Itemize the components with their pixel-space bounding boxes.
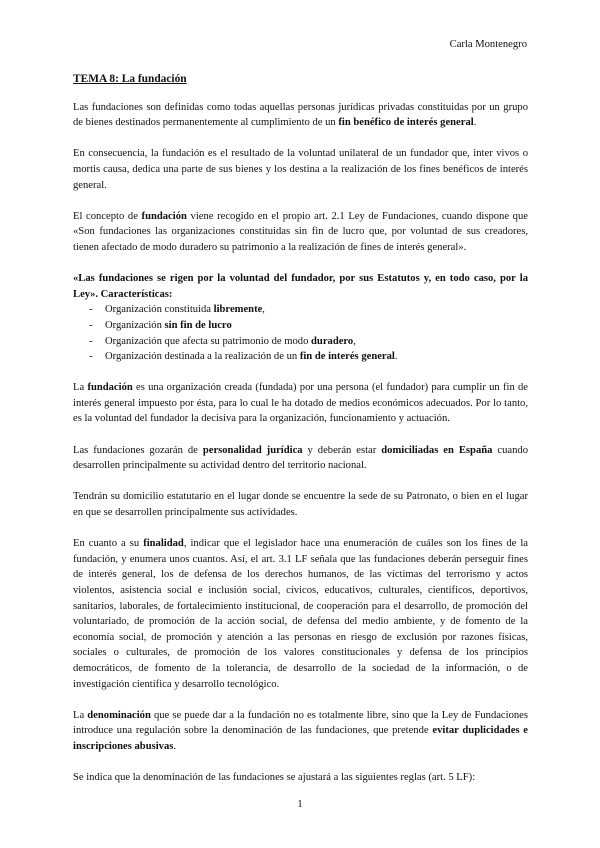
paragraph-domicile: Tendrán su domicilio estatutario en el lugar donde se encuentre la sede de su Patronato, o bien en el lugar en que se desarrollen principalmente sus actividades. [73, 491, 528, 519]
characteristics-heading: «Las fundaciones se rigen por la voluntad del fundador, por sus Estatutos y, en todo caso, por la Ley». Características: [73, 273, 528, 300]
list-item: - Organización que afecta su patrimonio de modo duradero, [89, 335, 356, 347]
list-item: - Organización sin fin de lucro [89, 319, 232, 331]
paragraph-legal-personality: Las fundaciones gozarán de personalidad jurídica y deberán estar domiciliadas en España cuando desarrollen principalmente su actividad dentro del territorio nacional. [73, 444, 528, 472]
characteristics-list [73, 302, 528, 364]
paragraph-concept: El concepto de fundación viene recogido en el propio art. 2.1 Ley de Fundaciones, cuando dispone que «Son fundaciones las organizaciones constituidas sin fin de lucro que, por voluntad de sus creadores, tienen afectado de modo duradero su patrimonio a la realización de fines de interés general». [73, 210, 528, 253]
list-item: - Organización destinada a la realización de un fin de interés general. [89, 351, 398, 363]
paragraph-rules: Se indica que la denominación de las fundaciones se ajustará a las siguientes reglas (art. 5 LF): [73, 772, 476, 784]
page-number: 1 [297, 798, 303, 810]
paragraph-denomination: La denominación que se puede dar a la fundación no es totalmente libre, sino que la Ley de Fundaciones introduce una regulación sobre la denominación de las fundaciones, que pretende evitar duplicidades e inscripciones abusivas. [73, 709, 529, 752]
header-author: Carla Montenegro [449, 39, 527, 50]
paragraph-purpose: En cuanto a su finalidad, indicar que el legislador hace una enumeración de cuáles son los fines de la fundación, y enumera unos cuantos. Así, el art. 3.1 LF señala que las fundaciones deberán perseguir fines de interés general, los de defensa de los derechos humanos, de las víctimas del terrorismo y actos violentos, asistencia social e inclusión social, cívicos, educativos, culturales, científicos, deportivos, sanitarios, laborales, de fortalecimiento institucional, de cooperación para el desarrollo, de promoción del voluntariado, de promoción de la acción social, de defensa del medio ambiente, y de fomento de la economía social, de promoción y atención a las personas en riesgo de exclusión por razones físicas, sociales o culturales, de promoción de los valores constitucionales y defensa de los principios democráticos, de fomento de la tolerancia, de desarrollo de la sociedad de la información, o de investigación científica y desarrollo tecnológico. [73, 538, 528, 690]
paragraph-consequence: En consecuencia, la fundación es el resultado de la voluntad unilateral de un fundador que, inter vivos o mortis causa, dedica una parte de sus bienes y los destina a la realización de los fines benéficos de interés general. [73, 148, 528, 191]
list-item: - Organización constituida libremente, [89, 304, 265, 316]
document-title: TEMA 8: La fundación [73, 73, 187, 85]
paragraph-definition: Las fundaciones son definidas como todas aquellas personas jurídicas privadas constituidas por un grupo de bienes destinados permanentemente al cumplimiento de un fin benéfico de interés general. [73, 101, 528, 129]
paragraph-organization: La fundación es una organización creada (fundada) por una persona (el fundador) para cumplir un fin de interés general impuesto por ésta, para lo cual le ha dotado de medios económicos adecuados. Por lo tanto, es la voluntad del fundador la decisiva para la organización, funcionamiento y actuación. [73, 382, 528, 425]
document-body [73, 72, 528, 801]
